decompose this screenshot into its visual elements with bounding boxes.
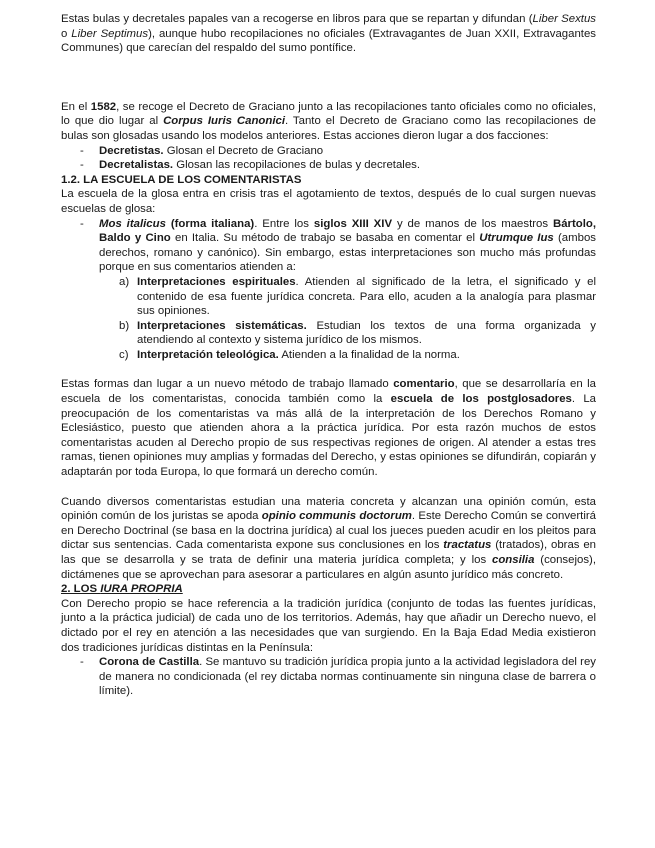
term-postglosadores: escuela de los postglosadores: [390, 393, 572, 406]
list-item: c) Interpretación teleológica. Atienden a la finalidad de la norma.: [119, 348, 460, 361]
mos-italicus-term: Mos italicus: [99, 217, 166, 230]
corona-castilla-term: Corona de Castilla: [99, 656, 200, 669]
term-opinio-communis: opinio communis doctorum: [261, 510, 412, 523]
list-item: b) Interpretaciones sistemáticas. Estudian los textos de una forma organizada y atendiendo al contexto y sistema jurídico de los mismos.: [119, 319, 596, 347]
centuries: siglos XIII XIV: [313, 217, 393, 230]
liber-septimus-title: Liber Septimus: [71, 27, 149, 40]
text-run: ), aunque hubo recopilaciones no oficiales (Extravagantes de Juan XXII, Extravagantes Communes) que carecían del respaldo del sumo pontífice.: [61, 27, 597, 55]
corpus-iuris-canonici: Corpus Iuris Canonici: [163, 115, 286, 128]
schools-list: [61, 217, 596, 275]
list-marker: a): [119, 275, 130, 288]
faction-term: Decretalistas.: [99, 159, 174, 172]
section-1-2-intro: La escuela de la glosa entra en crisis tras el agotamiento de textos, después de lo cual surgen nuevas escuelas de glosa:: [61, 188, 596, 215]
list-item: [61, 144, 596, 159]
term-consilia: consilia: [492, 554, 535, 566]
iura-propria-title: IURA PROPRIA: [100, 583, 183, 596]
interpretation-term: Interpretaciones espirituales: [137, 275, 296, 288]
paragraph-opinio: Cuando diversos comentaristas estudian una materia concreta y alcanzan una opinión común, esta opinión común de los juristas se apoda opinio communis doctorum. Este Derecho Común se convertirá en Derecho Doctrinal (se basa en la doctrina jurídica) al cual los jueces pueden acudir en los pleitos para dictar sus sentencias. Cada comentarista expone sus conclusiones en los tractatus (tratados), obras en las que se desarrolla y se trata de definir una materia jurídica completa; y los consilia (consejos), dictámenes que se aprovechan para asesorar a particulares en algún asunto jurídico más concreto.: [61, 495, 596, 581]
interpretation-term: Interpretación teleológica.: [137, 348, 279, 361]
paragraph-bulas: [61, 12, 596, 56]
text-run: o: [61, 27, 72, 40]
faction-text: Glosan el Decreto de Graciano: [163, 144, 324, 157]
section-heading-2: 2. LOS IURA PROPRIA: [61, 583, 183, 596]
faction-term: Decretistas.: [99, 144, 164, 157]
interpretation-term: Interpretaciones sistemáticas.: [137, 319, 307, 332]
list-item: [61, 158, 596, 173]
utrumque-ius: Utrumque Ius: [479, 232, 554, 245]
text-run: . Tanto el Decreto de Graciano como las recopilaciones de bulas son glosadas usando los modelos anteriores. Estas acciones dieron lugar a dos facciones:: [61, 115, 597, 142]
term-tractatus: tractatus: [443, 539, 492, 552]
text-run: , se recoge el Decreto de Graciano junto a las recopilaciones tanto oficiales como no oficiales, lo que dio lugar al: [61, 100, 596, 128]
list-marker: c): [119, 348, 129, 361]
liber-sextus-title: Liber Sextus: [532, 13, 596, 25]
section-2-intro: Con Derecho propio se hace referencia a la tradición jurídica (conjunto de todas las fuentes jurídicas, junto a la práctica judicial) de cada uno de los territorios. Además, hay que añadir un Derecho nuevo, el dictado por el rey en atención a las necesidades que van surgiendo. En la Baja Edad Media existieron dos tradiciones jurídicas distintas en la Península:: [61, 597, 596, 654]
list-item-mos-italicus: - Mos italicus (forma italiana). Entre los siglos XIII XIV y de manos de los maestros Bártolo, Baldo y Cino en Italia. Su método de trabajo se basaba en comentar el Utrumque Ius (ambos derechos, romano y canónico). Sin embargo, estas interpretaciones son mucho más profundas porque en sus comentarios atienden a:: [61, 217, 596, 275]
paragraph-1582: [61, 100, 596, 144]
list-marker: b): [119, 319, 130, 332]
list-item-castilla: - Corona de Castilla. Se mantuvo su tradición jurídica propia junto a la actividad legisladora del rey de manera no condicionada (el rey dictaba normas continuamente sin ninguna clase de barrera o límite).: [61, 655, 596, 699]
interpretations-list: [61, 275, 596, 363]
paragraph-comentario: Estas formas dan lugar a un nuevo método de trabajo llamado comentario, que se desarrollaría en la escuela de los comentaristas, conocida también como la escuela de los postglosadores. La preocupación de los comentaristas va más allá de la interpretación de los Derechos Romano y Eclesiástico, puesto que atienden ahora a la práctica jurídica. Por esta razón muchos de estos comentaristas acuden al Derecho propio de sus respectivas regiones de origen. Al atender a estas tres ramas, tienen opiniones muy amplias y formadas del Derecho, y estas opiniones se difundirán, copiarán y adaptarán por toda Europa, lo que formará un derecho común.: [61, 378, 597, 479]
term-comentario: comentario: [393, 378, 455, 391]
list-item: a) Interpretaciones espirituales. Atienden al significado de la letra, el significado y el contenido de esa fuente jurídica concreta. Para ello, acuden a la analogía para plasmar sus opiniones.: [119, 275, 596, 318]
document-page: [61, 12, 596, 699]
traditions-list: [61, 655, 596, 699]
text-run: Estas bulas y decretales papales van a recogerse en libros para que se repartan y difundan (: [61, 13, 533, 25]
year-1582: 1582: [90, 100, 117, 113]
faction-text: Glosan las recopilaciones de bulas y decretales.: [173, 159, 421, 172]
section-heading-1-2: 1.2. LA ESCUELA DE LOS COMENTARISTAS: [61, 173, 302, 186]
text-run: En el: [61, 100, 91, 113]
masters-names: Bártolo, Baldo y Cino: [99, 217, 597, 245]
factions-list: [61, 144, 596, 173]
